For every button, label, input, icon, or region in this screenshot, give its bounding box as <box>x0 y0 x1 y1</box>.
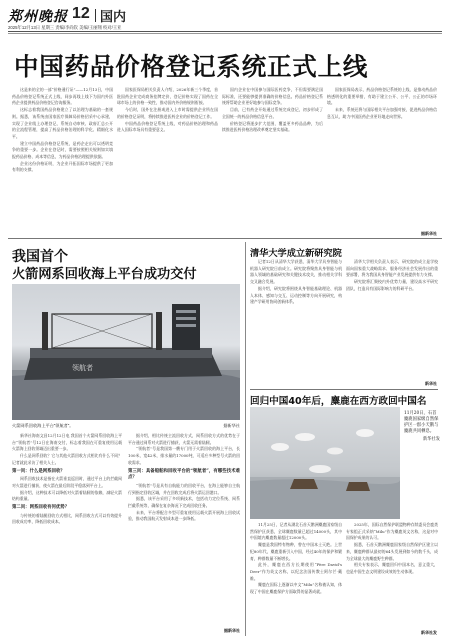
paragraph: “领航者”号是具有自航能力的回收平台，在海上能够自主航行到指定回收区域，并在回收完成后将火箭运回港口。 <box>128 482 240 495</box>
paragraph: 国内企业在中国参与国际医药竞争，不但需要满足国际标准，还要能够提供准确的价格信息。药品价格登记系统将帮助企业更好地参与国际竞争。 <box>222 87 323 106</box>
paragraph: 这标志着我国药品价格建立了以治理为基础的一套规则。据悉，该系统由国家医疗保障局价格招采中心承建，实现了企业线上办理登记、系统自动审核、政府汇总公开的全流程管理，提高了药品价格治理的科学化、精细化水平。 <box>12 107 113 139</box>
paragraph: 麋鹿在国际上逐渐以中文“Milu”名称被认知，体现了中国在麋鹿保护方面取得的显著成就。 <box>250 582 342 595</box>
caption-text: 11月20日，石首麋鹿国家级自然保护区一群小天鹅与麋鹿共同栖息。 <box>404 411 439 434</box>
paragraph: 网系回收技术是指在火箭垂直返回时，通过平台上的拦截网对火箭进行捕获，使火箭在最后阶段平稳落到平台上。 <box>12 476 122 488</box>
masthead-rule-thin <box>8 33 442 34</box>
paragraph: 未来，平台将配合多型可重复使用运载火箭开展海上回收试验，推动我国航天发射成本进一步降低。 <box>128 509 240 522</box>
paragraph: 据悉，该平台采用了多项新技术，包括动力定位系统、网系拦截系统等，确保在复杂海况下完成回收任务。 <box>128 496 240 509</box>
masthead-separator <box>95 9 96 22</box>
paragraph: 相关专家表示，麋鹿回归中国本名，意义重大，也是中国生态文明建设成效的生动体现。 <box>346 562 438 574</box>
paragraph: 这是来的全的一部“价格通行证”——12月13日，中国药品价格登记系统正式上线，同步再线上线下为国内外医药企业提供药品价格登记咨询服务。 <box>12 87 113 106</box>
paragraph: 国家医保局表示，药品价格登记系统的上线，是推动药品价格透明化的重要举措，有助于建立公开、公平、公正的市场环境。 <box>327 87 437 106</box>
swans-and-deer-illustration <box>250 407 400 519</box>
issue-info: 2025年12月13日 星期三 责编/李尚钦 美编/王丽翔 校对/王亚 <box>8 25 122 30</box>
paragraph: 记者12日从清华大学获悉，清华大学具身智能与机器人研究院日前成立。研究院将聚焦具身智能与机器人领域的基础研究和关键技术攻关，推动相关学科交叉融合发展。 <box>250 259 342 285</box>
section-name: 国内 <box>100 10 127 25</box>
photo-credit: 新华社发 <box>422 437 440 442</box>
paragraph: 2025年，国际自然保护联盟物种存续委员会鹿类专家组正式采纳“Milu”作为麋鹿英文名称，这是对中国保护成果的认可。 <box>346 522 438 541</box>
paragraph: 与传统的着陆腿回收方式相比，网系回收方式可以有效提升回收成功率，降低回收成本。 <box>12 512 122 525</box>
caption-text: 火箭网系回收海上平台“领航者”。 <box>12 423 74 428</box>
crane-title: 回归中国40年后，麋鹿在西方政回中国名 <box>250 396 427 407</box>
lead-article-col2 <box>117 87 218 237</box>
paragraph: 据悉，石首天鹅洲麋鹿国家级自然保护区建立以来，麋鹿种群从最初的64头发展到如今的数千头，成为全球最大的麋鹿野生种群。 <box>346 542 438 561</box>
photo-credit: 据新华社 <box>223 423 240 428</box>
paragraph: 研究院将汇聚校内外优势力量，建设高水平研究团队，打造具有国际影响力的科研平台。 <box>346 279 438 291</box>
masthead-rule <box>8 31 442 32</box>
svg-text:领航者: 领航者 <box>72 364 93 372</box>
paragraph: 据介绍，这种技术可以降低对火箭着陆腿的依赖，减轻火箭结构重量。 <box>12 489 122 502</box>
ship-author: 据新华社 <box>224 628 240 633</box>
paragraph: 11月25日，记者从湖北石首天鹅洲麋鹿国家级自然保护区获悉，全球麋鹿数量已超过14000头，其中中国境内麋鹿数量超过12000头。 <box>250 522 342 541</box>
column-divider <box>245 242 246 636</box>
paragraph: 此外，麋鹿在西方长期使用“Père David's Deer”作为英文名称，以纪念法国传教士阿尔芒·戴维。 <box>250 562 342 581</box>
tsinghua-col2 <box>346 259 438 381</box>
paragraph: 未来，系统还将与国际相关平台加强对接，促进药品价格信息互认，助力中国医药企业更好地走向世界。 <box>327 107 437 119</box>
ship-title-line1: 我国首个 <box>12 249 68 265</box>
masthead-logo: 郑州晚报 <box>8 9 68 25</box>
paragraph: 目前，已有药企开始通过系统完成登记，初步形成了全国统一的药品价格信息平台。 <box>222 107 323 119</box>
paragraph: 价格登记将逐步扩大范围，覆盖更多药品品种，为后续推进医药价格治理改革奠定坚实基础。 <box>222 120 323 133</box>
lead-article-col4 <box>327 87 437 231</box>
masthead <box>8 6 442 30</box>
paragraph: “领航者”号是我国第一艘专门用于火箭回收的海上平台，长100米，宽42米，排水量约17000吨，可适应多种型号火箭的回收需求。 <box>128 446 240 465</box>
ship-photo-caption <box>12 423 240 429</box>
crane-photo <box>250 407 400 519</box>
crane-author: 新华社发 <box>421 630 437 635</box>
ship-title-line2: 火箭网系回收海上平台成功交付 <box>12 267 197 282</box>
ship-photo-illustration <box>12 284 240 420</box>
paragraph: 中国药品价格登记系统上线，对药品价格治理和药品进入国际市场具有重要意义。 <box>117 120 218 133</box>
section-rule <box>8 238 442 239</box>
crane-photo-caption <box>404 411 440 443</box>
lead-author: 据新华社 <box>421 231 437 236</box>
paragraph: 新华社海南文昌12月12日电 我国首个火箭网系回收海上平台“领航者”号12日在海南交付，标志着我国在可重复使用运载火箭海上回收领域迈出重要一步。 <box>12 433 122 452</box>
paragraph: 国家医保局相关负责人介绍，2026年新三个季度，首批国药企业完成商务挂牌定价，登记价格实现了国药在全球市场上的价格一致性，推动国内外价格规则衔接。 <box>117 87 218 106</box>
tsinghua-author: 新华社 <box>425 381 437 386</box>
section-rule <box>250 389 438 390</box>
ship-article-col1 <box>12 433 122 633</box>
paragraph: 据介绍，研究院将围绕具身智能基础理论、机器人本体、感知与交互、运动控制等方向开展研究，构建产学研用协同创新体系。 <box>250 285 342 305</box>
tsinghua-col1 <box>250 259 342 387</box>
crane-col2 <box>346 522 438 630</box>
lead-article-col1 <box>12 87 113 237</box>
lead-article-col3 <box>222 87 323 237</box>
paragraph: 企业这份价格证明，为企业开拓国际市场提供了更加有利的支撑。 <box>12 160 113 173</box>
paragraph: 据介绍，相比传统主流回收方式，网系回收方式的优势在于平台通过网系对火箭进行捕获，火箭无需着陆腿。 <box>128 433 240 445</box>
ship-photo <box>12 284 240 420</box>
ship-article-col2 <box>128 433 240 633</box>
paragraph: 清华大学相关负责人表示，研究院的成立是学校面向国家重大战略需求、服务经济社会发展作出的重要部署，将为我国具身智能产业发展提供有力支撑。 <box>346 259 438 278</box>
page-number: 12 <box>72 5 90 22</box>
crane-col1 <box>250 522 342 636</box>
subheading: 第二问：网系回收有何优势？ <box>12 505 70 511</box>
paragraph: 麋鹿是我国特有物种，曾在中国本土灭绝。上世纪80年代，麋鹿重新引入中国，经过40年的保护和繁育，种群数量不断增长。 <box>250 542 342 561</box>
subheading: 第一问：什么是网系回收？ <box>12 468 65 474</box>
subheading: 第三问：具备船舶和回收平台的“领航者”，有哪些技术难点？ <box>128 468 240 481</box>
paragraph: 什么是网系回收？它与其他火箭回收方式相比有什么不同？记者就此采访了相关人士。 <box>12 453 122 465</box>
paragraph: 今后时，国外在注册或进入上市时需提供企业所在国的价格登记证明，将持续推进医药企业的价格登记工作。 <box>117 107 218 119</box>
paragraph: 建立中国药品价格登记系统，是药企走出可以透明竞争的重要一步。企业在登记时，需要按照相关规则如实填报药品价格、成本等信息，为药品价格治理提供依据。 <box>12 140 113 160</box>
tsinghua-title: 清华大学成立新研究院 <box>250 248 342 259</box>
lead-headline: 中国药品价格登记系统正式上线 <box>14 52 369 81</box>
